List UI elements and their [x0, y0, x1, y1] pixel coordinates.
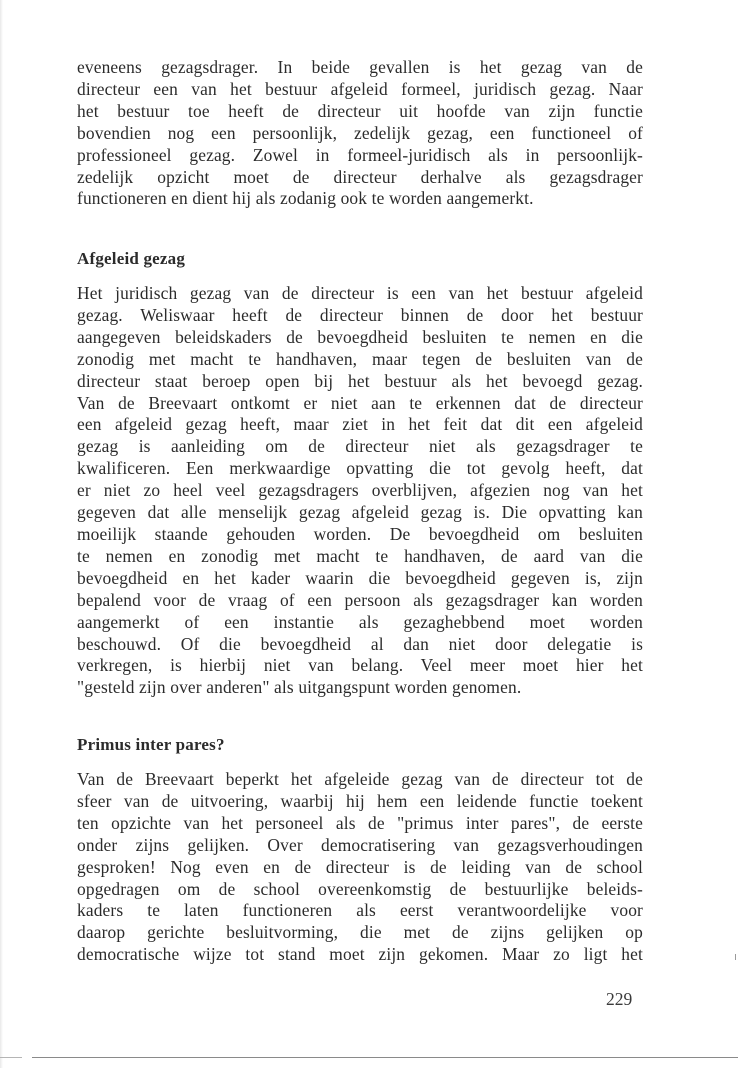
paragraph-afgeleid-gezag	[77, 283, 643, 699]
text-line: het bestuur toe heeft de directeur uit hoofde van zijn functie	[77, 100, 643, 121]
text-line: gezag is aanleiding om de directeur niet als gezagsdrager te	[77, 436, 643, 457]
scan-edge-line-left	[0, 1057, 22, 1058]
text-line: directeur een van het bestuur afgeleid formeel, juridisch gezag. Naar	[77, 78, 643, 99]
text-line: gezag. Weliswaar heeft de directeur binnen de door het bestuur	[77, 304, 643, 325]
text-line: kaders te laten functioneren als eerst verantwoordelijke voor	[77, 900, 643, 921]
text-line: gegeven dat alle menselijk gezag afgeleid gezag is. Die opvatting kan	[77, 502, 643, 523]
section-heading-primus-inter-pares: Primus inter pares?	[77, 735, 225, 754]
text-line: gesproken! Nog even en de directeur is de leiding van de school	[77, 856, 643, 877]
text-line: Het juridisch gezag van de directeur is een van het bestuur afgeleid	[77, 283, 643, 303]
text-line: professioneel gezag. Zowel in formeel-juridisch als in persoonlijk-	[77, 144, 643, 165]
page-number: 229	[606, 989, 633, 1009]
text-line: bovendien nog een persoonlijk, zedelijk gezag, een functioneel of	[77, 122, 643, 143]
text-line: aangegeven beleidskaders de bevoegdheid besluiten te nemen en die	[77, 326, 643, 347]
text-line: "gesteld zijn over anderen" als uitgangspunt worden genomen.	[77, 677, 522, 698]
text-line: democratische wijze tot stand moet zijn gekomen. Maar zo ligt het	[77, 944, 643, 965]
margin-mark	[735, 954, 736, 960]
text-line: eveneens gezagsdrager. In beide gevallen is het gezag van de	[77, 57, 643, 77]
text-line: een afgeleid gezag heeft, maar ziet in het feit dat dit een afgeleid	[77, 414, 643, 435]
page-edge-shadow	[0, 0, 3, 1068]
text-line: daarop gerichte besluitvorming, die met de zijns gelijken op	[77, 922, 643, 943]
text-line: functioneren en dient hij als zodanig ook te worden aangemerkt.	[77, 188, 534, 209]
section-heading-afgeleid-gezag: Afgeleid gezag	[77, 249, 186, 268]
text-line: moeilijk staande gehouden worden. De bevoegdheid om besluiten	[77, 523, 643, 544]
text-line: bepalend voor de vraag of een persoon als gezagsdrager kan worden	[77, 589, 643, 610]
text-line: zedelijk opzicht moet de directeur derhalve als gezagsdrager	[77, 166, 643, 187]
text-line: onder zijns gelijken. Over democratisering van gezagsverhoudingen	[77, 834, 643, 855]
text-line: opgedragen om de school overeenkomstig de bestuurlijke beleids-	[77, 878, 643, 899]
scan-edge-line	[32, 1057, 738, 1058]
text-line: Van de Breevaart beperkt het afgeleide gezag van de directeur tot de	[77, 769, 643, 789]
text-line: bevoegdheid en het kader waarin die bevoegdheid gegeven is, zijn	[77, 567, 643, 588]
paragraph-intro	[77, 57, 643, 210]
text-line: beschouwd. Of die bevoegdheid al dan niet door delegatie is	[77, 633, 643, 654]
text-line: directeur staat beroep open bij het bestuur als het bevoegd gezag.	[77, 370, 643, 391]
text-line: verkregen, is hierbij niet van belang. Veel meer moet hier het	[77, 655, 643, 676]
text-line: Van de Breevaart ontkomt er niet aan te erkennen dat de directeur	[77, 392, 643, 413]
text-line: kwalificeren. Een merkwaardige opvatting die tot gevolg heeft, dat	[77, 458, 643, 479]
paragraph-primus-inter-pares	[77, 769, 643, 966]
text-line: zonodig met macht te handhaven, maar tegen de besluiten van de	[77, 348, 643, 369]
text-line: te nemen en zonodig met macht te handhaven, de aard van die	[77, 545, 643, 566]
text-line: er niet zo heel veel gezagsdragers overblijven, afgezien nog van het	[77, 480, 643, 501]
text-line: sfeer van de uitvoering, waarbij hij hem een leidende functie toekent	[77, 790, 643, 811]
text-line: ten opzichte van het personeel als de "primus inter pares", de eerste	[77, 812, 643, 833]
text-line: aangemerkt of een instantie als gezaghebbend moet worden	[77, 611, 643, 632]
